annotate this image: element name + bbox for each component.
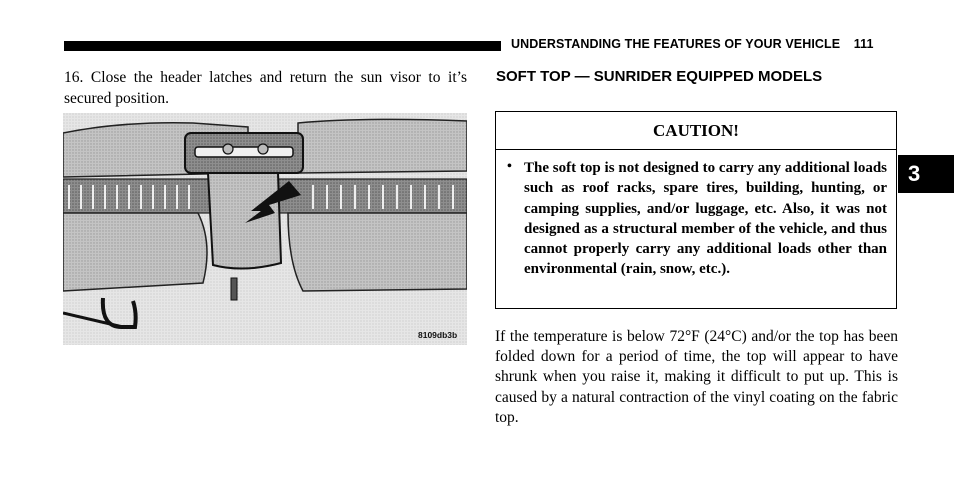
bullet-icon: •: [507, 159, 512, 174]
figure-code: 8109db3b: [418, 330, 458, 340]
chapter-tab: 3: [898, 155, 954, 193]
caution-box: [495, 111, 897, 309]
header-latch-illustration: [63, 113, 467, 345]
caution-text: The soft top is not designed to carry any additional loads such as roof racks, spare tires, building, hunting, or camping supplies, and/or luggage, etc. Also, it was not designed as a structural member of the vehicle, and thus cannot properly carry any additional loads other than environmental (rain, snow, etc.).: [524, 160, 887, 278]
running-title: UNDERSTANDING THE FEATURES OF YOUR VEHICLE: [511, 37, 841, 51]
page-number: 111: [853, 37, 874, 51]
running-header: [511, 37, 874, 51]
step-16-text: 16. Close the header latches and return the sun visor to it’s secured position.: [64, 69, 467, 107]
section-title: SOFT TOP — SUNRIDER EQUIPPED MODELS: [496, 68, 823, 85]
temperature-paragraph: If the temperature is below 72°F (24°C) and/or the top has been folded down for a period of time, the top will appear to have shrunk when you raise it, making it difficult to put up. This is caused by a natural contraction of the vinyl coating on the fabric top.: [495, 328, 898, 426]
caution-title: CAUTION!: [496, 112, 896, 150]
header-rule: [64, 41, 501, 51]
caution-body: [496, 150, 896, 280]
